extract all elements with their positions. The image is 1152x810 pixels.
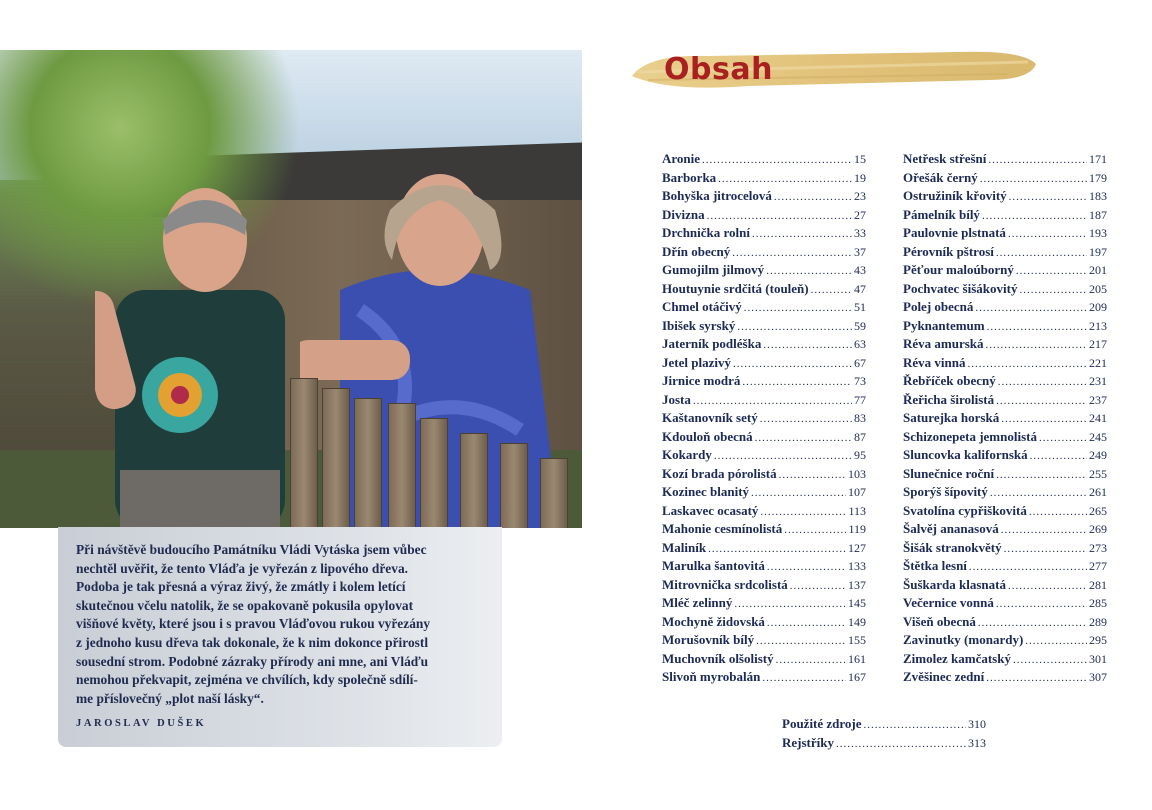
toc-entry-page: 107 [848, 485, 866, 499]
toc-entry-page: 167 [848, 670, 866, 684]
toc-entry-name: Barborka [662, 169, 717, 185]
toc-entry-name: Kokardy [662, 447, 712, 462]
toc-entry-page: 15 [854, 152, 866, 166]
toc-entry-page: 269 [1089, 522, 1107, 536]
toc-entry-page: 231 [1089, 374, 1107, 388]
toc-leader-dots [763, 339, 852, 351]
toc-leader-dots [774, 191, 852, 203]
toc-leader-dots [1039, 432, 1087, 444]
quote-text: Při návštěvě budoucího Památníku Vládi Vytáska jsem vůbec nechtěl uvěřit, že tento Vláďa je vyřezán z lipového dřeva. Podoba je tak přesná a výraz živý, že zmátly i kolem letící skutečnou včelu natolik, že se opakovaně pokusila opylovat višňové květy, které jsou i s pravou Vláďovou rukou vyřezány z jednoho kusu dřeva tak dokonale, že k nim dokonce přirostl sousední strom. Podobné zázraky přírody ani mne, ani Vláďu nemohou překvapit, zejména ve chvílích, kdy společně sdílí- me příslovečný „plot naší lásky“. [76, 542, 431, 706]
toc-leader-dots [986, 339, 1087, 351]
toc-title: Obsah [664, 52, 773, 87]
toc-entry-name: Svatolína cypřiškovitá [903, 502, 1027, 518]
toc-entry-page: 95 [854, 448, 866, 462]
toc-entry[interactable] [662, 447, 866, 466]
toc-entry[interactable] [662, 632, 866, 651]
toc-entry[interactable] [903, 651, 1107, 670]
toc-entry-page: 281 [1089, 577, 1107, 592]
toc-entry[interactable] [903, 614, 1107, 633]
toc-entry-name: Mahonie cesmínolistá [662, 521, 783, 536]
toc-entry-name: Dřín obecný [662, 243, 731, 259]
toc-entry-name: Řebříček obecný [903, 373, 996, 388]
toc-entry-name: Večernice vonná [903, 595, 994, 610]
toc-entry-page: 245 [1089, 429, 1107, 444]
toc-entry[interactable] [662, 207, 866, 226]
toc-entry[interactable] [903, 207, 1107, 226]
quote-author: JAROSLAV DUŠEK [76, 718, 207, 729]
toc-leader-dots [760, 506, 846, 518]
toc-leader-dots [1008, 228, 1087, 240]
toc-entry[interactable] [903, 558, 1107, 577]
toc-entry[interactable] [662, 558, 866, 577]
toc-entry-name: Slivoň myrobalán [662, 669, 761, 684]
toc-leader-dots [762, 672, 846, 684]
toc-entry[interactable] [662, 373, 866, 392]
toc-leader-dots [756, 635, 846, 647]
toc-entry-page: 179 [1089, 170, 1107, 185]
toc-entry-page: 27 [854, 207, 866, 222]
toc-entry[interactable] [903, 632, 1107, 651]
toc-entry-name: Zavinutky (monardy) [903, 632, 1024, 647]
toc-entry[interactable] [662, 225, 866, 244]
toc-entry[interactable] [782, 735, 986, 754]
toc-entry[interactable] [662, 244, 866, 263]
toc-entry[interactable] [662, 503, 866, 522]
toc-entry[interactable] [662, 614, 866, 633]
toc-leader-dots [967, 358, 1087, 370]
toc-entry-page: 87 [854, 429, 866, 444]
toc-leader-dots [998, 376, 1087, 388]
toc-leader-dots [986, 672, 1087, 684]
toc-entry-name: Pěťour maloúborný [903, 262, 1014, 277]
toc-entry-page: 77 [854, 392, 866, 407]
toc-entry-name: Slunečnice roční [903, 465, 995, 481]
toc-entry[interactable] [903, 577, 1107, 596]
toc-entry[interactable] [662, 484, 866, 503]
toc-leader-dots [1004, 543, 1087, 555]
toc-entry-name: Netřesk střešní [903, 151, 987, 166]
toc-entry-name: Zimolez kamčatský [903, 650, 1011, 666]
toc-column-2 [903, 151, 1107, 688]
toc-entry[interactable] [662, 318, 866, 337]
toc-entry[interactable] [662, 595, 866, 614]
toc-entry-name: Řeřicha širolistá [903, 391, 995, 407]
toc-entry-page: 113 [848, 503, 866, 518]
toc-entry-page: 51 [854, 300, 866, 314]
toc-entry-page: 33 [854, 226, 866, 240]
toc-entry-page: 285 [1089, 596, 1107, 610]
toc-entry[interactable] [903, 281, 1107, 300]
toc-leader-dots [744, 302, 852, 314]
toc-entry[interactable] [662, 577, 866, 596]
toc-entry-page: 103 [848, 466, 866, 481]
toc-entry-name: Pochvatec šišákovitý [903, 280, 1018, 296]
photo-two-men-at-fence [0, 50, 582, 528]
toc-entry-name: Saturejka horská [903, 410, 1000, 425]
toc-entry-page: 295 [1089, 633, 1107, 647]
toc-leader-dots [1013, 654, 1087, 666]
toc-entry-name: Kozinec blanitý [662, 484, 750, 499]
toc-entry-page: 201 [1089, 263, 1107, 277]
toc-entry-name: Josta [662, 391, 691, 407]
toc-entry-page: 19 [854, 170, 866, 185]
toc-leader-dots [1001, 413, 1087, 425]
toc-entry[interactable] [662, 466, 866, 485]
toc-entry-name: Rejstříky [782, 734, 834, 750]
toc-leader-dots [790, 580, 846, 592]
toc-entry-page: 73 [854, 374, 866, 388]
toc-extra [782, 716, 986, 753]
toc-entry-name: Muchovník olšolistý [662, 650, 774, 666]
toc-entry-name: Použité zdroje [782, 716, 862, 731]
toc-entry[interactable] [903, 429, 1107, 448]
toc-leader-dots [733, 358, 852, 370]
toc-entry-name: Paulovnie plstnatá [903, 225, 1006, 240]
toc-entry-name: Jetel plazivý [662, 354, 731, 370]
toc-entry[interactable] [903, 151, 1107, 170]
toc-entry-page: 205 [1089, 281, 1107, 296]
toc-entry-name: Štětka lesní [903, 558, 967, 573]
toc-entry[interactable] [903, 410, 1107, 429]
toc-entry-name: Kozí brada pórolistá [662, 465, 777, 481]
toc-leader-dots [996, 247, 1087, 259]
toc-entry-name: Mitrovnička srdcolistá [662, 576, 788, 592]
toc-entry[interactable] [903, 188, 1107, 207]
toc-entry-page: 221 [1089, 355, 1107, 370]
toc-entry-name: Mochyně židovská [662, 613, 765, 629]
toc-entry-name: Houtuynie srdčitá (touleň) [662, 280, 809, 296]
toc-entry[interactable] [782, 716, 986, 735]
toc-entry-page: 171 [1089, 152, 1107, 166]
toc-entry[interactable] [662, 281, 866, 300]
toc-entry-page: 197 [1089, 244, 1107, 259]
toc-leader-dots [702, 154, 852, 166]
toc-leader-dots [752, 228, 852, 240]
toc-leader-dots [737, 321, 852, 333]
toc-entry[interactable] [903, 503, 1107, 522]
toc-entry-name: Maliník [662, 539, 707, 555]
toc-entry[interactable] [903, 299, 1107, 318]
toc-column-1 [662, 151, 866, 688]
toc-entry[interactable] [662, 392, 866, 411]
toc-leader-dots [1001, 524, 1087, 536]
toc-entry[interactable] [903, 225, 1107, 244]
toc-entry[interactable] [903, 170, 1107, 189]
toc-leader-dots [779, 469, 846, 481]
toc-entry-name: Kaštanovník setý [662, 410, 758, 425]
toc-entry-name: Pyknantemum [903, 317, 985, 333]
toc-entry-name: Šalvěj ananasová [903, 521, 999, 536]
toc-leader-dots [766, 265, 852, 277]
toc-leader-dots [988, 154, 1087, 166]
toc-entry-page: 289 [1089, 614, 1107, 629]
photo-person-left [95, 180, 305, 528]
toc-leader-dots [760, 413, 852, 425]
toc-entry[interactable] [662, 669, 866, 688]
toc-entry[interactable] [662, 521, 866, 540]
toc-entry-name: Pámelník bílý [903, 206, 980, 222]
toc-leader-dots [1008, 580, 1087, 592]
toc-leader-dots [1025, 635, 1087, 647]
toc-entry-page: 23 [854, 189, 866, 203]
toc-entry-name: Zvěšinec zední [903, 669, 985, 684]
toc-entry-name: Ibišek syrský [662, 317, 736, 333]
toc-entry[interactable] [903, 392, 1107, 411]
toc-entry[interactable] [662, 151, 866, 170]
toc-entry-page: 310 [968, 717, 986, 731]
toc-leader-dots [708, 543, 846, 555]
toc-entry-name: Divizna [662, 206, 705, 222]
toc-leader-dots [1030, 450, 1087, 462]
toc-entry-name: Jirnice modrá [662, 373, 741, 388]
toc-entry-name: Drchnička rolní [662, 225, 751, 240]
toc-entry-page: 213 [1089, 318, 1107, 333]
toc-leader-dots [996, 469, 1087, 481]
toc-entry-name: Ořešák černý [903, 169, 978, 185]
toc-entry-page: 119 [848, 522, 866, 536]
toc-leader-dots [751, 487, 846, 499]
toc-leader-dots [707, 210, 852, 222]
toc-entry[interactable] [903, 595, 1107, 614]
toc-entry-page: 149 [848, 614, 866, 629]
toc-entry-name: Bohyška jitrocelová [662, 188, 772, 203]
toc-leader-dots [987, 321, 1087, 333]
toc-entry-page: 273 [1089, 540, 1107, 555]
toc-entry-page: 145 [848, 596, 866, 610]
toc-entry-page: 193 [1089, 226, 1107, 240]
toc-entry-page: 59 [854, 318, 866, 333]
toc-entry[interactable] [662, 540, 866, 559]
toc-leader-dots [1029, 506, 1087, 518]
toc-entry-name: Réva amurská [903, 336, 984, 351]
toc-leader-dots [755, 432, 852, 444]
toc-leader-dots [767, 617, 846, 629]
toc-entry-name: Morušovník bílý [662, 632, 755, 647]
toc-entry-name: Chmel otáčivý [662, 299, 742, 314]
toc-entry-name: Sluncovka kalifornská [903, 447, 1028, 462]
toc-entry-page: 161 [848, 651, 866, 666]
toc-entry-page: 209 [1089, 300, 1107, 314]
toc-entry-page: 63 [854, 337, 866, 351]
toc-entry[interactable] [903, 521, 1107, 540]
toc-entry-page: 261 [1089, 485, 1107, 499]
toc-entry-page: 241 [1089, 411, 1107, 425]
toc-entry-name: Kdouloň obecná [662, 428, 753, 444]
toc-entry-page: 237 [1089, 392, 1107, 407]
toc-leader-dots [1019, 284, 1087, 296]
toc-entry[interactable] [903, 447, 1107, 466]
toc-entry-page: 187 [1089, 207, 1107, 222]
quote-box [58, 527, 502, 747]
toc-entry[interactable] [903, 373, 1107, 392]
toc-leader-dots [836, 738, 966, 750]
toc-entry[interactable] [903, 466, 1107, 485]
toc-leader-dots [776, 654, 846, 666]
toc-leader-dots [978, 617, 1087, 629]
toc-entry[interactable] [903, 355, 1107, 374]
toc-entry-name: Šišák stranokvětý [903, 539, 1002, 555]
toc-entry-page: 43 [854, 263, 866, 277]
toc-leader-dots [767, 561, 846, 573]
toc-entry-name: Aronie [662, 151, 701, 166]
toc-entry-name: Laskavec ocasatý [662, 502, 759, 518]
toc-entry-name: Mléč zelinný [662, 595, 733, 610]
toc-leader-dots [742, 376, 852, 388]
toc-entry-page: 83 [854, 411, 866, 425]
toc-entry-page: 37 [854, 244, 866, 259]
toc-leader-dots [718, 173, 852, 185]
toc-entry-name: Polej obecná [903, 299, 974, 314]
toc-entry-name: Ostružiník křovitý [903, 188, 1007, 203]
toc-entry-name: Jaterník podléška [662, 336, 762, 351]
toc-entry-name: Gumojilm jilmový [662, 262, 765, 277]
toc-entry[interactable] [662, 336, 866, 355]
toc-entry[interactable] [903, 262, 1107, 281]
toc-entry[interactable] [903, 484, 1107, 503]
photo-fence [290, 380, 580, 528]
toc-leader-dots [1009, 191, 1087, 203]
toc-entry[interactable] [662, 355, 866, 374]
toc-entry-name: Pérovník pštrosí [903, 243, 994, 259]
toc-entry-page: 255 [1089, 466, 1107, 481]
toc-entry-page: 47 [854, 281, 866, 296]
toc-entry[interactable] [662, 299, 866, 318]
toc-entry-page: 137 [848, 577, 866, 592]
toc-leader-dots [714, 450, 852, 462]
toc-leader-dots [864, 719, 966, 731]
toc-entry-page: 127 [848, 540, 866, 555]
toc-leader-dots [990, 487, 1087, 499]
toc-entry-name: Marulka šantovitá [662, 558, 765, 573]
toc-leader-dots [975, 302, 1087, 314]
toc-leader-dots [693, 395, 852, 407]
toc-leader-dots [784, 524, 846, 536]
toc-entry-page: 313 [968, 735, 986, 750]
toc-leader-dots [996, 598, 1087, 610]
toc-leader-dots [969, 561, 1087, 573]
toc-entry-name: Šuškarda klasnatá [903, 576, 1006, 592]
toc-entry-page: 183 [1089, 189, 1107, 203]
toc-entry[interactable] [662, 188, 866, 207]
toc-entry-page: 301 [1089, 651, 1107, 666]
toc-entry[interactable] [903, 244, 1107, 263]
toc-entry-name: Sporýš šípovitý [903, 484, 988, 499]
toc-entry-name: Schizonepeta jemnolistá [903, 428, 1037, 444]
toc-entry[interactable] [662, 170, 866, 189]
toc-entry-page: 155 [848, 633, 866, 647]
toc-entry[interactable] [662, 651, 866, 670]
toc-leader-dots [732, 247, 852, 259]
toc-entry-page: 67 [854, 355, 866, 370]
toc-leader-dots [1016, 265, 1087, 277]
toc-entry[interactable] [903, 540, 1107, 559]
toc-entry-name: Višeň obecná [903, 613, 976, 629]
toc-entry-page: 265 [1089, 503, 1107, 518]
toc-entry[interactable] [662, 429, 866, 448]
toc-entry[interactable] [903, 318, 1107, 337]
toc-leader-dots [734, 598, 846, 610]
toc-entry-page: 307 [1089, 670, 1107, 684]
toc-entry[interactable] [903, 669, 1107, 688]
toc-entry-page: 133 [848, 559, 866, 573]
toc-leader-dots [980, 173, 1087, 185]
toc-entry[interactable] [903, 336, 1107, 355]
toc-entry-name: Réva vinná [903, 354, 966, 370]
toc-entry[interactable] [662, 410, 866, 429]
toc-entry[interactable] [662, 262, 866, 281]
toc-leader-dots [996, 395, 1087, 407]
toc-entry-page: 217 [1089, 337, 1107, 351]
toc-entry-page: 277 [1089, 559, 1107, 573]
toc-leader-dots [982, 210, 1087, 222]
toc-entry-page: 249 [1089, 448, 1107, 462]
toc-leader-dots [811, 284, 852, 296]
